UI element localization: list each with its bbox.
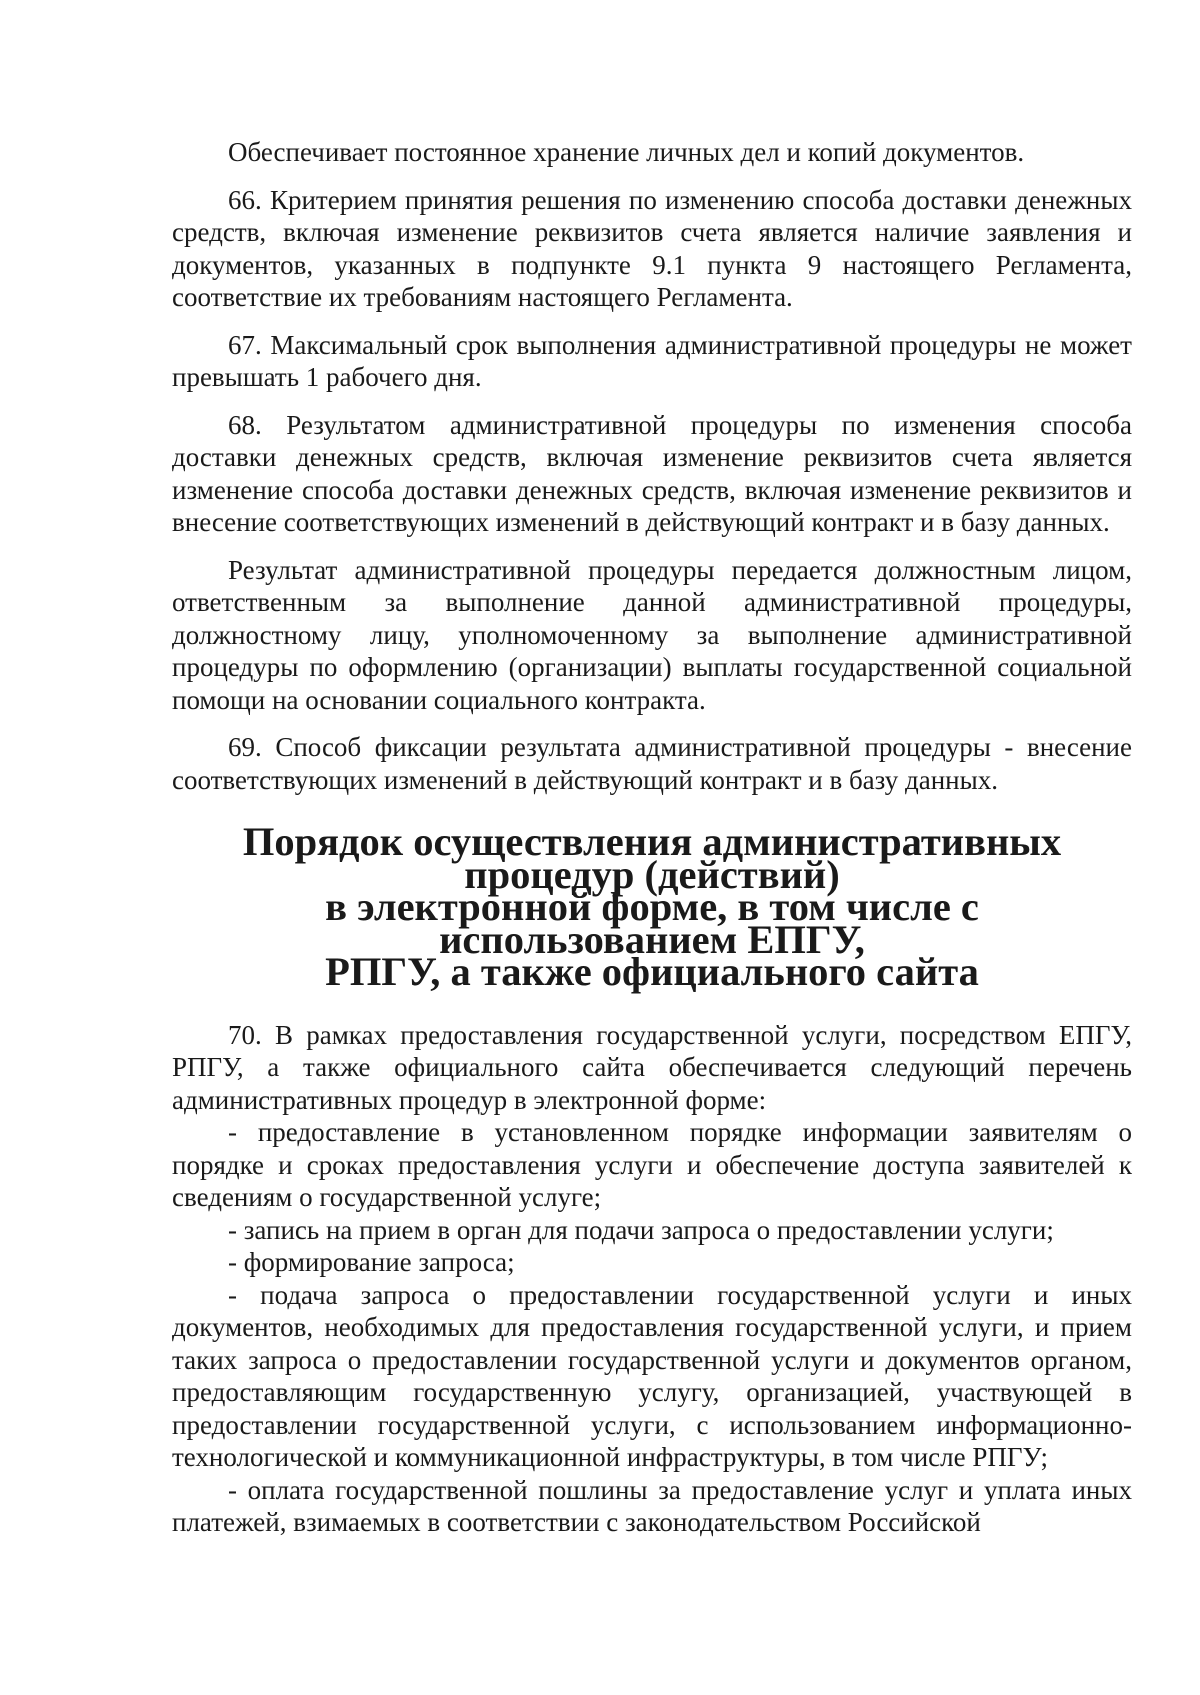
section-heading <box>172 819 1132 994</box>
heading-line: в электронной форме, в том числе с использованием ЕПГУ, <box>325 884 979 962</box>
spacer <box>172 716 1132 731</box>
paragraph-66: 66. Критерием принятия решения по изменению способа доставки денежных средств, включая изменение реквизитов счета является наличие заявления и документов, указанных в подпункте 9.1 пункта 9 настоящего Регламента, соответствие их требованиям настоящего Регламента. <box>172 184 1132 312</box>
paragraph-70: 70. В рамках предоставления государственной услуги, посредством ЕПГУ, РПГУ, а также официального сайта обеспечивается следующий перечень административных процедур в электронной форме: <box>172 1019 1132 1115</box>
spacer <box>172 169 1132 184</box>
spacer <box>172 539 1132 554</box>
paragraph-67: 67. Максимальный срок выполнения административной процедуры не может превышать 1 рабочего дня. <box>172 329 1132 392</box>
list-item: - предоставление в установленном порядке информации заявителям о порядке и сроках предоставления услуги и обеспечение доступа заявителей к сведениям о государственной услуге; <box>172 1117 1132 1212</box>
heading-line: РПГУ, а также официального сайта <box>325 949 979 994</box>
paragraph-68: 68. Результатом административной процедуры по изменения способа доставки денежных средств, включая изменение реквизитов счета является изменение способа доставки денежных средств, включая изменение реквизитов и внесение соответствующих изменений в действующий контракт и в базу данных. <box>172 409 1132 537</box>
heading-line: Порядок осуществления административных процедур (действий) <box>242 819 1062 897</box>
paragraph-68-result: Результат административной процедуры передается должностным лицом, ответственным за выполнение данной административной процедуры, должностному лицу, уполномоченному за выполнение административной процедуры по оформлению (организации) выплаты государственной социальной помощи на основании социального контракта. <box>172 554 1132 715</box>
spacer <box>172 314 1132 329</box>
spacer <box>172 394 1132 409</box>
list-item: - оплата государственной пошлины за предоставление услуг и уплата иных платежей, взимаемых в соответствии с законодательством Российской <box>172 1474 1132 1537</box>
list-item: - запись на прием в орган для подачи запроса о предоставлении услуги; <box>228 1214 1054 1245</box>
list-item: - формирование запроса; <box>228 1247 515 1277</box>
paragraph-storage: Обеспечивает постоянное хранение личных дел и копий документов. <box>228 137 1025 167</box>
document-body <box>172 136 1132 1539</box>
paragraph-69: 69. Способ фиксации результата административной процедуры - внесение соответствующих изменений в действующий контракт и в базу данных. <box>172 732 1132 795</box>
list-item: - подача запроса о предоставлении государственной услуги и иных документов, необходимых для предоставления государственной услуги, и прием таких запроса о предоставлении государственной услуги и документов органом, предоставляющим государственную услугу, организацией, участвующей в предоставлении государственной услуги, с использованием информационно-технологической и коммуникационной инфраструктуры, в том числе РПГУ; <box>172 1279 1132 1472</box>
